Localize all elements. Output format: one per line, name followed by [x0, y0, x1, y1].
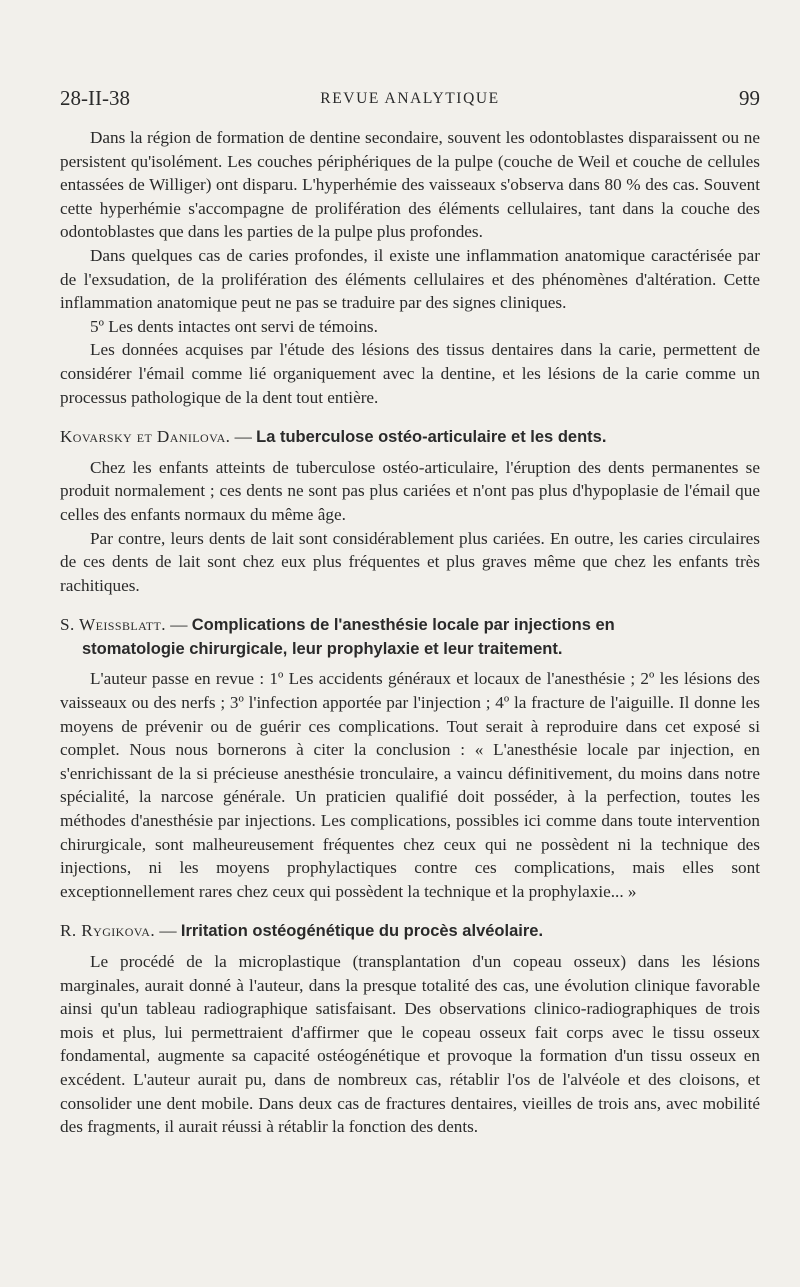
running-head	[60, 86, 760, 126]
article-title-continuation: stomatologie chirurgicale, leur prophylaxie et leur traitement.	[82, 639, 563, 658]
body-paragraph: L'auteur passe en revue : 1º Les accidents généraux et locaux de l'anesthésie ; 2º les lésions des vaisseaux ou des nerfs ; 3º l'infection apportée par l'injection ; 4º la fracture de l'aiguille. Il donne les moyens de prévenir ou de guérir ces complications. Tout serait à reproduire dans cet exposé si complet. Nous nous bornerons à citer la conclusion : « L'anesthésie locale par injection, en s'enrichissant de la si précieuse anesthésie tronculaire, a vaincu définitivement, du moins dans notre spécialité, la narcose générale. Un praticien qualifié doit posséder, à la perfection, toutes les méthodes d'anesthésie par injections. Les complications, possibles ici comme dans toute intervention chirurgicale, sont malheureusement fréquentes chez ceux qui ne possèdent ni la technique des injections, ni les moyens prophylactiques contre ces complications, mais elles sont exceptionnellement rares chez ceux qui possèdent la technique et la prophylaxie... »	[60, 669, 760, 901]
article-title: Irritation ostéogénétique du procès alvéolaire.	[180, 922, 544, 941]
body-paragraph: Chez les enfants atteints de tuberculose ostéo-articulaire, l'éruption des dents permanentes se produit normalement ; ces dents ne sont pas plus cariées et n'ont pas plus d'hypoplasie de l'émail que celles des enfants normaux du même âge.	[60, 457, 760, 524]
article-heading	[60, 425, 760, 450]
article-heading	[60, 919, 760, 944]
article-author: S. Weissblatt.	[60, 615, 166, 635]
issue-date: 28-II-38	[60, 86, 130, 110]
body-paragraph: Par contre, leurs dents de lait sont considérablement plus cariées. En outre, les caries circulaires de ces dents de lait sont chez eux plus fréquentes et plus graves même que chez les enfants très rachitiques.	[60, 528, 760, 595]
article-weissblatt	[60, 613, 760, 903]
heading-dash: —	[170, 615, 188, 635]
article-title: Complications de l'anesthésie locale par injections en	[191, 616, 615, 635]
article-title: La tuberculose ostéo-articulaire et les dents.	[256, 428, 607, 447]
article-heading	[60, 613, 760, 661]
body-paragraph: Le procédé de la microplastique (transplantation d'un copeau osseux) dans les lésions marginales, aurait donné à l'auteur, dans la presque totalité des cas, une évolution clinique favorable ainsi qu'un tableau radiographique satisfaisant. Des observations clinico-radiographiques de trois mois et plus, lui permettraient d'affirmer que le copeau osseux fait corps avec le tissu osseux fondamental, augmente sa capacité ostéogénétique et provoque la formation d'un tissu osseux en excédent. L'auteur aurait pu, dans de nombreux cas, rétablir l'os de l'alvéole et des cloisons, et consolider une dent mobile. Dans deux cas de fractures dentaires, vieilles de trois ans, avec mobilité des fragments, il aurait réussi à rétablir la fonction des dents.	[60, 952, 760, 1137]
page-number: 99	[739, 86, 760, 110]
journal-title: REVUE ANALYTIQUE	[320, 90, 500, 107]
body-paragraph: Dans la région de formation de dentine secondaire, souvent les odontoblastes disparaissent ou ne persistent qu'isolément. Les couches périphériques de la pulpe (couche de Weil et couche de cellules entassées de Williger) ont disparu. L'hyperhémie des vaisseaux s'observa dans 80 % des cas. Souvent cette hyperhémie s'accompagne de prolifération des éléments cellulaires, tant dans la couche des odontoblastes que dans les parties de la pulpe plus profondes.	[60, 128, 760, 242]
body-paragraph: 5º Les dents intactes ont servi de témoins.	[90, 316, 378, 336]
article-kovarsky	[60, 425, 760, 597]
article-author: R. Rygikova.	[60, 921, 156, 941]
article-rygikova	[60, 919, 760, 1138]
heading-dash: —	[234, 427, 252, 447]
heading-dash: —	[159, 921, 177, 941]
article-author: Kovarsky et Danilova.	[60, 427, 231, 447]
body-paragraph: Les données acquises par l'étude des lésions des tissus dentaires dans la carie, permettent de considérer l'émail comme lié organiquement avec la dentine, et les lésions de la carie comme un processus pathologique de la dent tout entière.	[60, 340, 760, 407]
intro-section	[60, 126, 760, 409]
body-paragraph: Dans quelques cas de caries profondes, il existe une inflammation anatomique caractérisée par de l'exsudation, de la prolifération des éléments cellulaires et des phénomènes d'altération. Cette inflammation anatomique peut ne pas se traduire par des signes cliniques.	[60, 245, 760, 313]
